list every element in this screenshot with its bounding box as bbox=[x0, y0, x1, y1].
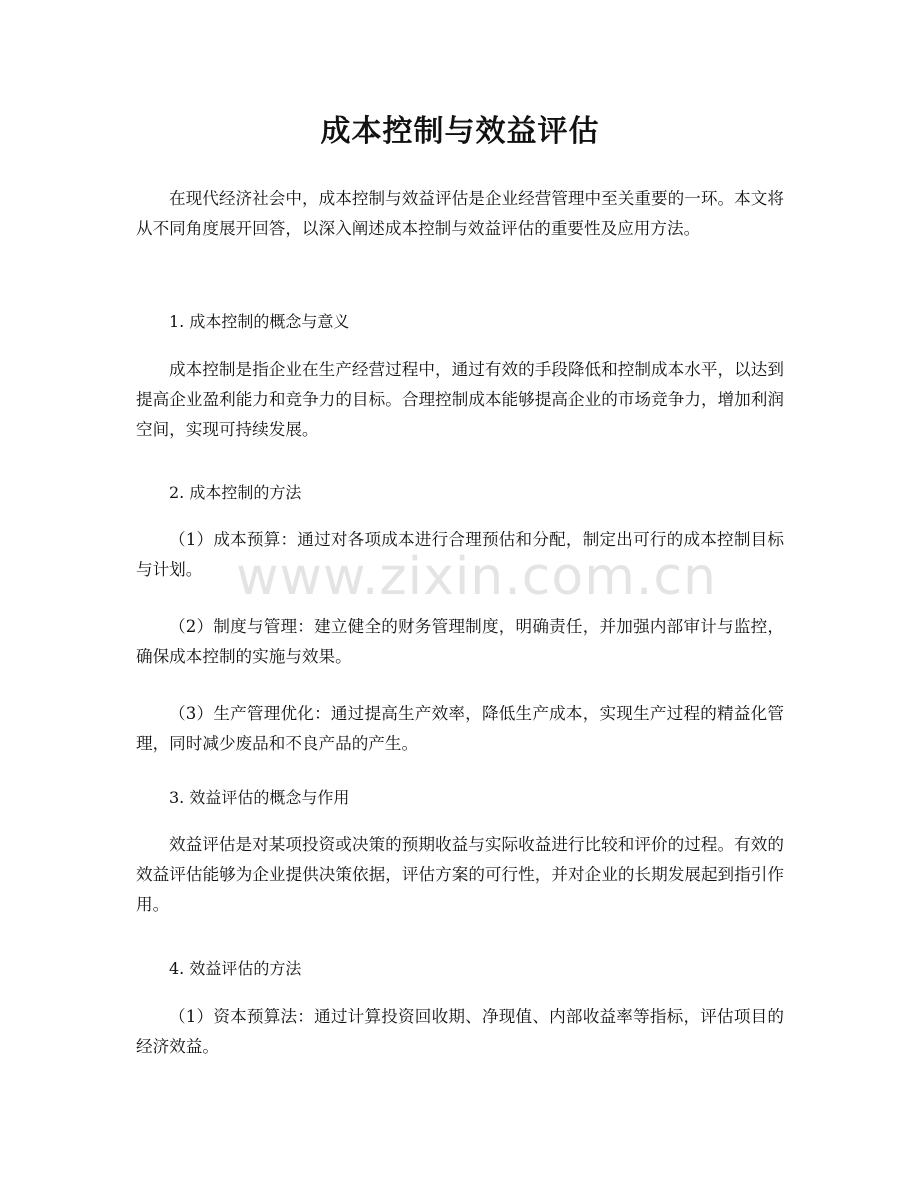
section-2-item-2: （2）制度与管理：建立健全的财务管理制度，明确责任，并加强内部审计与监控，确保成本控制的实施与效果。 bbox=[136, 617, 784, 666]
section-2-item-1: （1）成本预算：通过对各项成本进行合理预估和分配，制定出可行的成本控制目标与计划。 bbox=[136, 530, 784, 579]
section-2-heading: 2. 成本控制的方法 bbox=[169, 483, 302, 502]
section-4-item-1: （1）资本预算法：通过计算投资回收期、净现值、内部收益率等指标，评估项目的经济效益。 bbox=[136, 1007, 784, 1056]
section-2-item-3: （3）生产管理优化：通过提高生产效率，降低生产成本，实现生产过程的精益化管理，同时减少废品和不良产品的产生。 bbox=[136, 704, 784, 753]
section-3-body: 效益评估是对某项投资或决策的预期收益与实际收益进行比较和评价的过程。有效的效益评估能够为企业提供决策依据，评估方案的可行性，并对企业的长期发展起到指引作用。 bbox=[136, 835, 784, 914]
document-title: 成本控制与效益评估 bbox=[320, 114, 600, 149]
section-4-heading: 4. 效益评估的方法 bbox=[169, 959, 302, 978]
section-3-heading: 3. 效益评估的概念与作用 bbox=[169, 788, 350, 807]
watermark-text: www.zixin.com.cn bbox=[236, 547, 717, 607]
section-1-body: 成本控制是指企业在生产经营过程中，通过有效的手段降低和控制成本水平，以达到提高企业盈利能力和竞争力的目标。合理控制成本能够提高企业的市场竞争力，增加利润空间，实现可持续发展。 bbox=[136, 360, 784, 439]
intro-paragraph: 在现代经济社会中，成本控制与效益评估是企业经营管理中至关重要的一环。本文将从不同角度展开回答，以深入阐述成本控制与效益评估的重要性及应用方法。 bbox=[136, 189, 784, 238]
section-1-heading: 1. 成本控制的概念与意义 bbox=[169, 312, 350, 331]
